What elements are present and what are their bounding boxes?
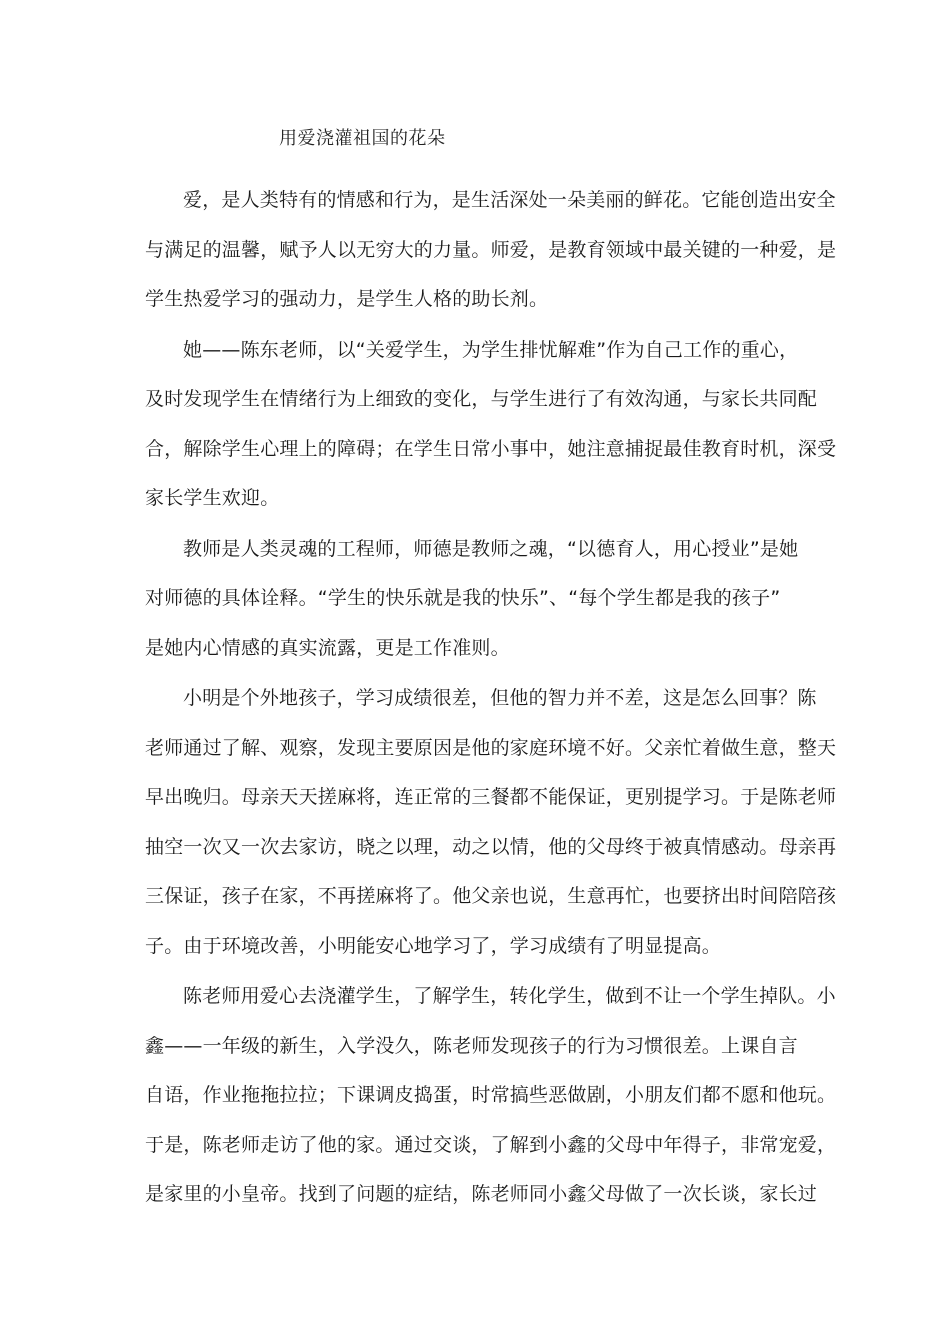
text-line: 家长学生欢迎。 xyxy=(145,487,280,509)
paragraph-4 xyxy=(145,676,837,973)
text-line: 及时发现学生在情绪行为上细致的变化，与学生进行了有效沟通，与家长共同配 xyxy=(145,388,818,410)
text-line: 自语，作业拖拖拉拉；下课调皮捣蛋，时常搞些恶做剧，小朋友们都不愿和他玩。 xyxy=(145,1084,837,1106)
text-line: 学生热爱学习的强动力，是学生人格的助长剂。 xyxy=(145,288,549,310)
document-title: 用爱浇灌祖国的花朵 xyxy=(279,128,446,149)
text-line: 小明是个外地孩子，学习成绩很差，但他的智力并不差，这是怎么回事？陈 xyxy=(183,687,817,709)
paragraph-2 xyxy=(145,328,837,526)
text-line: 对师德的具体诠释。“学生的快乐就是我的快乐”、“每个学生都是我的孩子” xyxy=(145,587,781,609)
text-line: 早出晚归。母亲天天搓麻将，连正常的三餐都不能保证，更别提学习。于是陈老师 xyxy=(145,786,837,808)
text-line: 爱，是人类特有的情感和行为，是生活深处一朵美丽的鲜花。它能创造出安全 xyxy=(183,189,836,211)
text-line: 是家里的小皇帝。找到了问题的症结，陈老师同小鑫父母做了一次长谈，家长过 xyxy=(145,1183,818,1205)
text-line: 她——陈东老师，以“关爱学生，为学生排忧解难”作为自己工作的重心， xyxy=(183,338,799,361)
text-line: 老师通过了解、观察，发现主要原因是他的家庭环境不好。父亲忙着做生意，整天 xyxy=(145,736,837,759)
text-line: 鑫——一年级的新生，入学没久，陈老师发现孩子的行为习惯很差。上课自言 xyxy=(145,1034,798,1057)
text-line: 与满足的温馨，赋予人以无穷大的力量。师爱，是教育领域中最关键的一种爱，是 xyxy=(145,238,837,261)
text-line: 是她内心情感的真实流露，更是工作准则。 xyxy=(145,636,510,659)
text-line: 于是，陈老师走访了他的家。通过交谈，了解到小鑫的父母中年得子，非常宠爱， xyxy=(145,1133,837,1156)
text-line: 子。由于环境改善，小明能安心地学习了，学习成绩有了明显提高。 xyxy=(145,934,722,957)
text-line: 合，解除学生心理上的障碍；在学生日常小事中，她注意捕捉最佳教育时机，深受 xyxy=(145,437,837,460)
text-line: 抽空一次又一次去家访，晓之以理，动之以情，他的父母终于被真情感动。母亲再 xyxy=(145,835,837,858)
text-line: 教师是人类灵魂的工程师，师德是教师之魂，“以德育人，用心授业”是她 xyxy=(183,537,799,560)
paragraph-3 xyxy=(145,527,815,676)
document-body xyxy=(145,178,837,1223)
text-line: 三保证，孩子在家，不再搓麻将了。他父亲也说，生意再忙，也要挤出时间陪陪孩 xyxy=(145,885,837,907)
paragraph-1 xyxy=(145,178,837,327)
text-line: 陈老师用爱心去浇灌学生，了解学生，转化学生，做到不让一个学生掉队。小 xyxy=(183,985,836,1007)
paragraph-5 xyxy=(145,974,837,1222)
